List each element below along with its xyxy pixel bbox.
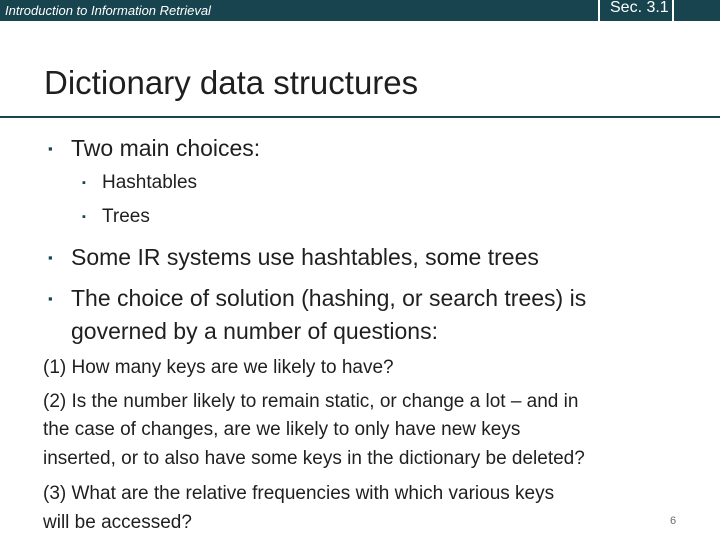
section-label: Sec. 3.1 <box>610 0 669 16</box>
bullet-icon: ▪ <box>82 177 86 189</box>
question-line: will be accessed? <box>43 512 192 533</box>
header-bar <box>0 0 720 21</box>
slide-title: Dictionary data structures <box>44 64 419 101</box>
question-line: (1) How many keys are we likely to have? <box>43 357 394 378</box>
bullet-icon: ▪ <box>48 141 53 156</box>
bullet-text-line-2: governed by a number of questions: <box>71 318 438 344</box>
sub-bullet-text: Trees <box>102 206 150 227</box>
question-line: (2) Is the number likely to remain static, or change a lot – and in <box>43 391 579 412</box>
bullet-icon: ▪ <box>48 291 53 306</box>
question-line: the case of changes, are we likely to only have new keys <box>43 419 521 440</box>
question-line: (3) What are the relative frequencies with which various keys <box>43 483 555 504</box>
page-number: 6 <box>670 515 677 527</box>
sub-bullet-text: Hashtables <box>102 172 198 193</box>
title-divider <box>0 116 720 118</box>
bullet-icon: ▪ <box>48 250 53 265</box>
bullet-icon: ▪ <box>82 211 86 223</box>
bullet-text: Some IR systems use hashtables, some trees <box>71 244 539 270</box>
bullet-text: Two main choices: <box>71 135 261 161</box>
course-title: Introduction to Information Retrieval <box>5 3 211 18</box>
question-line: inserted, or to also have some keys in the dictionary be deleted? <box>43 448 585 469</box>
bullet-text-line-1: The choice of solution (hashing, or search trees) is <box>71 285 587 311</box>
section-tab <box>598 0 674 21</box>
